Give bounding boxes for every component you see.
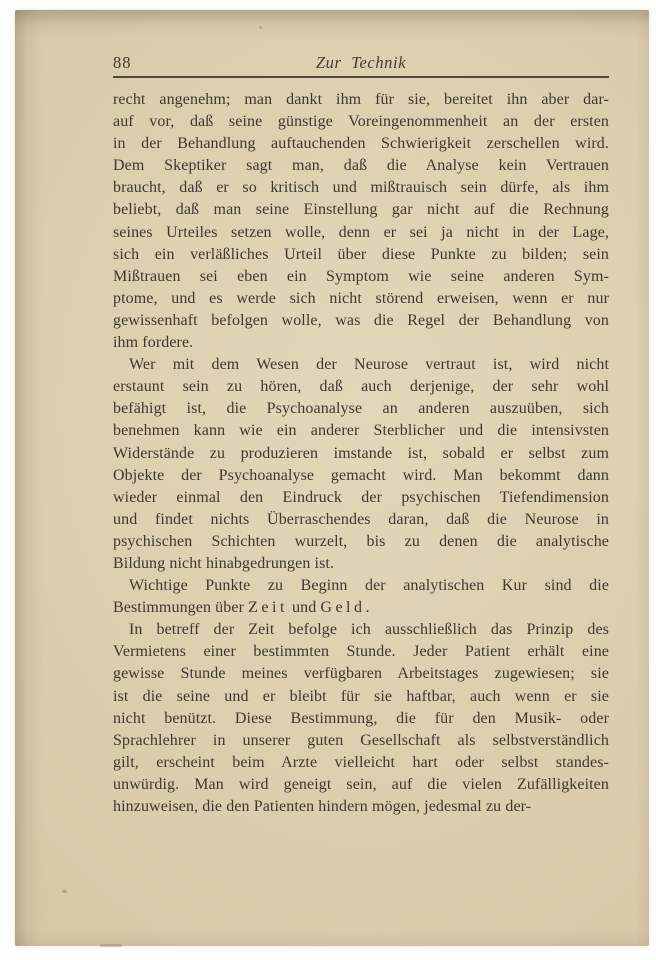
text-line: In betreff der Zeit befolge ich ausschließlich das Prinzip des xyxy=(129,621,609,639)
emphasized-word: Zeit xyxy=(248,599,288,617)
text-line: recht angenehm; man dankt ihm für sie, bereitet ihn aber dar- xyxy=(113,91,609,108)
paragraph xyxy=(113,354,609,575)
text-line: ptome, und es werde sich nicht störend erweisen, wenn er nur xyxy=(113,289,609,307)
paragraph xyxy=(113,575,609,619)
text-line: Bestimmungen über Zeit und Geld. xyxy=(113,599,370,617)
text-line: gewisse Stunde meines verfügbaren Arbeitstages zugewiesen; sie xyxy=(113,665,609,683)
paper-smudge xyxy=(100,944,122,947)
text-line: gilt, erscheint beim Arzte vielleicht hart oder selbst standes- xyxy=(113,753,609,771)
text-line: Wichtige Punkte zu Beginn der analytischen Kur sind die xyxy=(129,577,609,595)
text-line: nicht benützt. Diese Bestimmung, die für den Musik- oder xyxy=(113,709,609,727)
text-line: ihm fordere. xyxy=(113,334,194,352)
text-line: in der Behandlung auftauchenden Schwierigkeit zerschellen wird. xyxy=(113,135,609,153)
text-line: psychischen Schichten wurzelt, bis zu denen die analytische xyxy=(113,532,609,550)
emphasized-word: Geld xyxy=(320,599,366,617)
text-line: sich ein verläßliches Urteil über diese Punkte zu bilden; sein xyxy=(113,245,609,263)
text-line: Vermietens einer bestimmten Stunde. Jeder Patient erhält eine xyxy=(113,643,609,661)
text-line: befähigt ist, die Psychoanalyse an anderen auszuüben, sich xyxy=(113,400,609,418)
paragraph xyxy=(113,89,609,354)
page-header xyxy=(113,53,609,75)
text-line: Sprachlehrer in unserer guten Gesellschaft als selbstverständlich xyxy=(113,731,609,749)
text-line: wieder einmal den Eindruck der psychischen Tiefendimension xyxy=(113,488,609,506)
text-line: Wer mit dem Wesen der Neurose vertraut ist, wird nicht xyxy=(129,356,609,374)
page-number: 88 xyxy=(113,53,132,72)
text-line: Dem Skeptiker sagt man, daß die Analyse kein Vertrauen xyxy=(113,157,609,175)
text-line: hinzuweisen, die den Patienten hindern mögen, jedesmal zu der- xyxy=(113,798,532,815)
text-block xyxy=(113,89,609,818)
text-line: auf vor, daß seine günstige Voreingenommenheit an der ersten xyxy=(113,113,609,131)
header-rule xyxy=(113,76,609,78)
paper-speck xyxy=(259,26,262,29)
text-line: Widerstände zu produzieren imstande ist, sobald er selbst zum xyxy=(113,444,609,462)
paper-speck xyxy=(62,890,67,893)
text-line: braucht, daß er so kritisch und mißtrauisch sein dürfe, als ihm xyxy=(113,179,609,197)
text-line: benehmen kann wie ein anderer Sterblicher und die intensivsten xyxy=(113,422,609,440)
text-line: unwürdig. Man wird geneigt sein, auf die vielen Zufälligkeiten xyxy=(113,775,609,793)
text-line: ist die seine und er bleibt für sie haftbar, auch wenn er sie xyxy=(113,687,609,705)
text-line: Objekte der Psychoanalyse gemacht wird. Man bekommt dann xyxy=(113,466,609,484)
paragraph xyxy=(113,619,609,818)
text-line: erstaunt sein zu hören, daß auch derjenige, der sehr wohl xyxy=(113,378,609,396)
running-title: Zur Technik xyxy=(315,53,407,72)
book-page xyxy=(15,10,649,946)
text-line: Bildung nicht hinabgedrungen ist. xyxy=(113,554,335,572)
text-line: Mißtrauen sei eben ein Symptom wie seine anderen Sym- xyxy=(113,267,609,285)
text-line: und findet nichts Überraschendes daran, daß die Neurose in xyxy=(113,510,609,528)
text-line: beliebt, daß man seine Einstellung gar nicht auf die Rechnung xyxy=(113,201,609,219)
text-line: gewissenhaft befolgen wolle, was die Regel der Behandlung von xyxy=(113,311,609,329)
text-line: seines Urteiles setzen wolle, denn er sei ja nicht in der Lage, xyxy=(113,223,609,241)
